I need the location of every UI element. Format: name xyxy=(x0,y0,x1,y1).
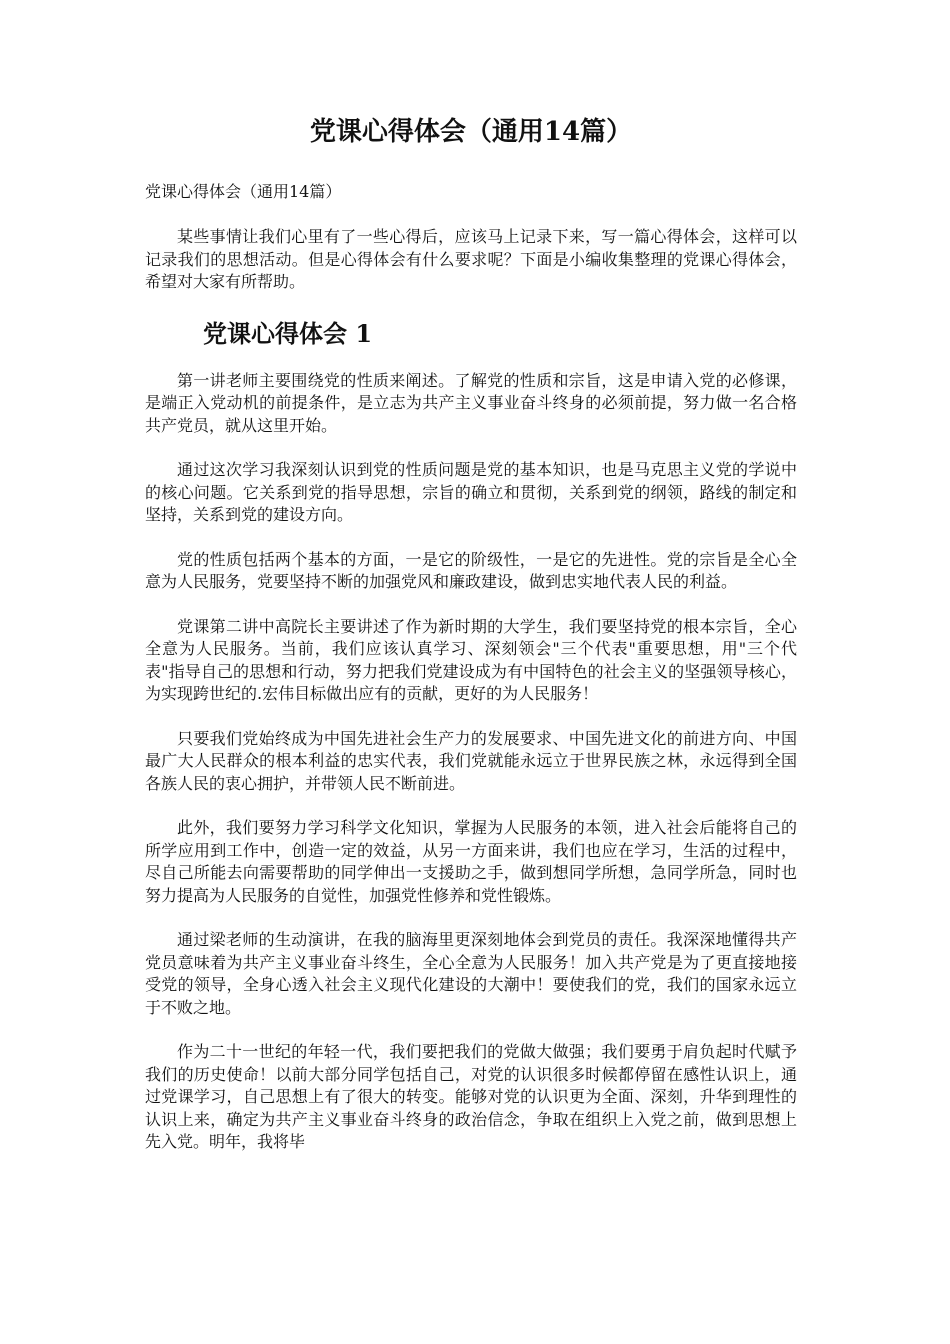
section-heading: 党课心得体会 1 xyxy=(203,318,373,348)
body-paragraph: 作为二十一世纪的年轻一代，我们要把我们的党做大做强；我们要勇于肩负起时代赋予我们的历史使命！以前大部分同学包括自己，对党的认识很多时候都停留在感性认识上，通过党课学习，自己思想上有了很大的转变。能够对党的认识更为全面、深刻，升华到理性的认识上来，确定为共产主义事业奋斗终身的政治信念，争取在组织上入党之前，做到思想上先入党。明年，我将毕 xyxy=(145,1042,797,1151)
document-subtitle: 党课心得体会（通用14篇） xyxy=(145,182,342,201)
document-body xyxy=(145,112,797,1176)
body-paragraph: 第一讲老师主要围绕党的性质来阐述。了解党的性质和宗旨，这是申请入党的必修课，是端正入党动机的前提条件，是立志为共产主义事业奋斗终身的必须前提，努力做一名合格共产党员，就从这里开始。 xyxy=(145,370,797,435)
body-paragraph: 此外，我们要努力学习科学文化知识，掌握为人民服务的本领，进入社会后能将自己的所学应用到工作中，创造一定的效益，从另一方面来讲，我们也应在学习，生活的过程中，尽自己所能去向需要帮助的同学伸出一支援助之手，做到想同学所想，急同学所急，同时也努力提高为人民服务的自觉性，加强党性修养和党性锻炼。 xyxy=(145,818,797,905)
body-paragraph: 通过梁老师的生动演讲，在我的脑海里更深刻地体会到党员的责任。我深深地懂得共产党员意味着为共产主义事业奋斗终生，全心全意为人民服务！加入共产党是为了更直接地接受党的领导，全身心透入社会主义现代化建设的大潮中！要使我们的党，我们的国家永远立于不败之地。 xyxy=(145,930,797,1017)
body-paragraph: 党的性质包括两个基本的方面，一是它的阶级性，一是它的先进性。党的宗旨是全心全意为人民服务，党要坚持不断的加强党风和廉政建设，做到忠实地代表人民的利益。 xyxy=(145,549,797,591)
body-paragraph: 党课第二讲中高院长主要讲述了作为新时期的大学生，我们要坚持党的根本宗旨，全心全意为人民服务。当前，我们应该认真学习、深刻领会"三个代表"重要思想，用"三个代表"指导自己的思想和行动，努力把我们党建设成为有中国特色的社会主义的坚强领导核心，为实现跨世纪的.宏伟目标做出应有的贡献，更好的为人民服务！ xyxy=(145,616,797,703)
body-paragraph: 只要我们党始终成为中国先进社会生产力的发展要求、中国先进文化的前进方向、中国最广大人民群众的根本利益的忠实代表，我们党就能永远立于世界民族之林，永远得到全国各族人民的衷心拥护，并带领人民不断前进。 xyxy=(145,728,797,793)
intro-paragraph: 某些事情让我们心里有了一些心得后，应该马上记录下来，写一篇心得体会，这样可以记录我们的思想活动。但是心得体会有什么要求呢？下面是小编收集整理的党课心得体会，希望对大家有所帮助。 xyxy=(145,227,797,291)
document-title: 党课心得体会（通用14篇） xyxy=(309,117,633,147)
body-paragraph: 通过这次学习我深刻认识到党的性质问题是党的基本知识，也是马克思主义党的学说中的核心问题。它关系到党的指导思想，宗旨的确立和贯彻，关系到党的纲领，路线的制定和坚持，关系到党的建设方向。 xyxy=(145,460,797,524)
